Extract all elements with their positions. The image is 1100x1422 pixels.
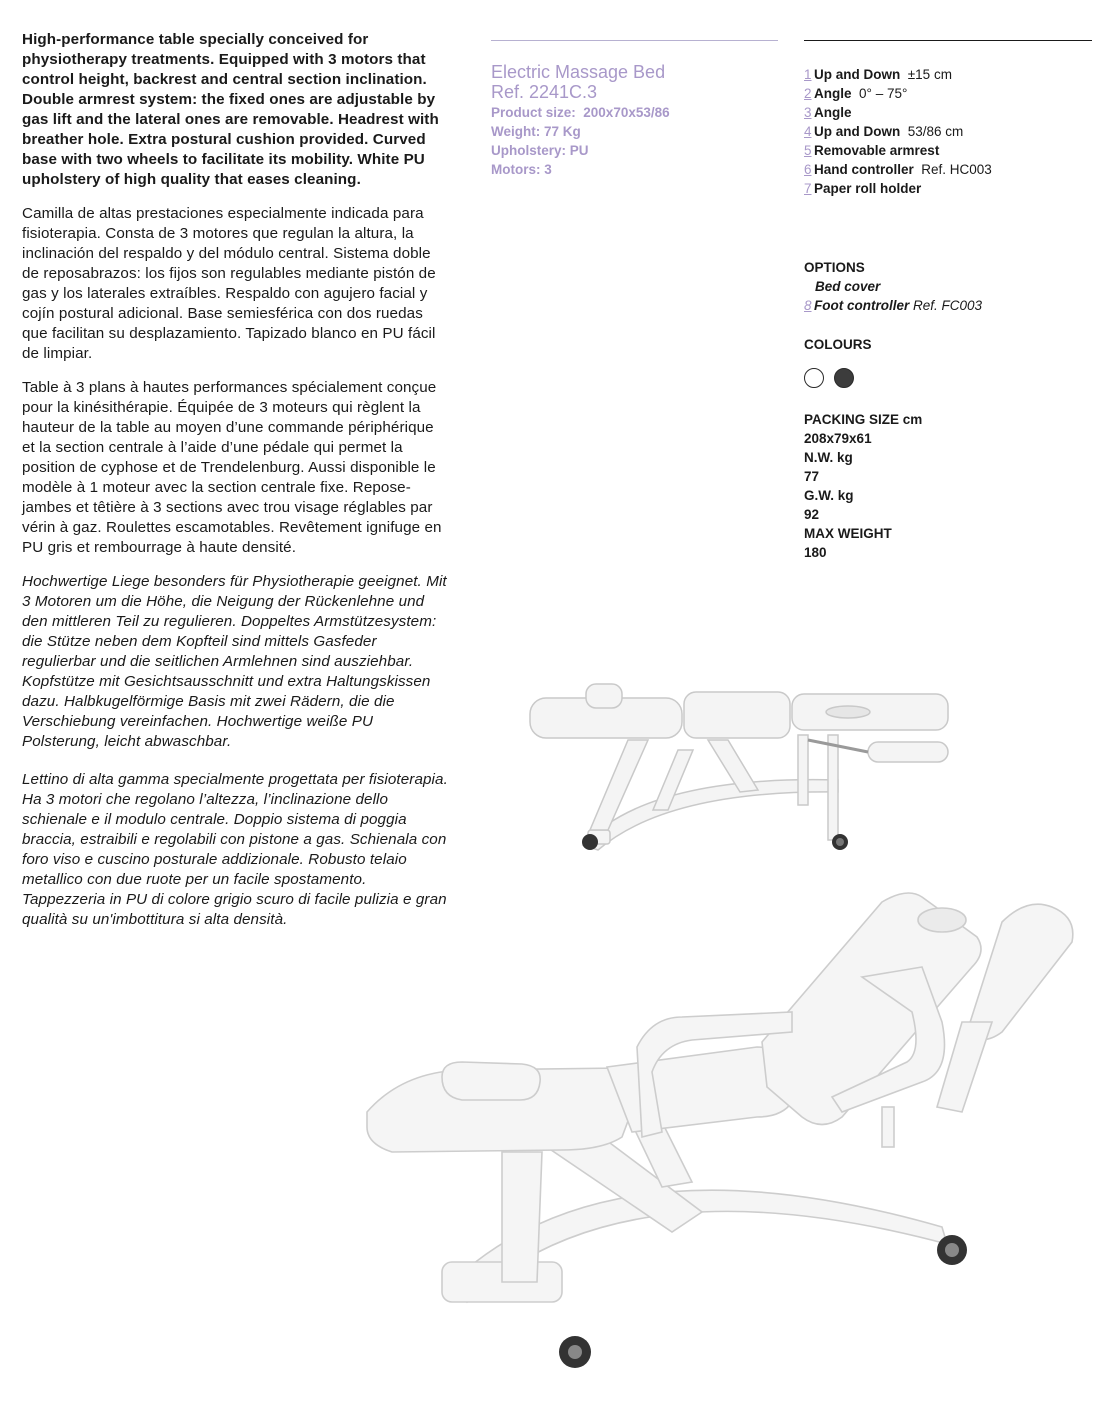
spec-row: Upholstery: PU	[491, 143, 589, 158]
feature-item: 3 Angle	[804, 105, 852, 120]
feature-list	[804, 65, 1092, 198]
colours-heading: COLOURS	[804, 337, 872, 352]
option-foot-controller: 8 Foot controller Ref. FC003	[804, 298, 983, 313]
feature-item: 6 Hand controller Ref. HC003	[804, 162, 992, 177]
net-weight-label: N.W. kg	[804, 450, 853, 465]
max-weight-value: 180	[804, 545, 827, 560]
description-it: Lettino di alta gamma specialmente progettata per fisioterapia. Ha 3 motori che regolano l’altezza, l’inclinazione dello schienale e il modulo centrale. Doppio sistema di poggia braccia, estraibili e regolabili con pistone a gas. Schienala con foro viso e cuscino posturale addizionale. Robusto telaio metallico con due ruote per un facile spostamento. Tappezzeria in PU di colore grigio scuro di facile pulizia e gran qualità su un'imbottitura si alta densità.	[22, 771, 448, 928]
colour-swatch-white	[804, 368, 824, 388]
massage-bed-flat-image	[528, 680, 958, 855]
colour-swatch-dark	[834, 368, 854, 388]
divider	[804, 40, 1092, 41]
features-column	[804, 40, 1092, 562]
gross-weight-value: 92	[804, 507, 820, 522]
description-fr: Table à 3 plans à hautes performances spécialement conçue pour la kinésithérapie. Équipée de 3 moteurs qui règlent la hauteur de la table au moyen d’une commande périphérique et la section centrale à l’aide d’une pédale qui permet la position de cyphose et de Trendelenburg. Aussi disponible le modèle à 1 moteur avec la section centrale fixe. Repose-jambes et têtière à 3 sections avec trou visage réglables par vérin à gaz. Roulettes escamotables. Revêtement ignifuge en PU gris et rembourrage à haute densité.	[22, 379, 442, 556]
packing-size-value: 208x79x61	[804, 431, 872, 446]
divider	[491, 40, 778, 41]
colour-swatches	[804, 368, 1092, 388]
spec-row: Weight: 77 Kg	[491, 124, 581, 139]
colours-section	[804, 335, 1092, 388]
net-weight-value: 77	[804, 469, 820, 484]
product-title: Electric Massage Bed	[491, 62, 666, 82]
max-weight-label: MAX WEIGHT	[804, 526, 892, 541]
descriptions-column	[22, 30, 448, 944]
description-en: High-performance table specially conceived for physiotherapy treatments. Equipped with 3 motors that control height, backrest and central section inclination. Double armrest system: the fixed ones are adjustable by gas lift and the lateral ones are removable. Headrest with breather hole. Extra postural cushion provided. Curved base with two wheels to facilitate its mobility. White PU upholstery of high quality that eases cleaning.	[22, 31, 439, 188]
gross-weight-label: G.W. kg	[804, 488, 854, 503]
spec-row: Motors: 3	[491, 162, 552, 177]
feature-item: 1 Up and Down ±15 cm	[804, 67, 952, 82]
spec-row: Product size: 200x70x53/86	[491, 105, 670, 120]
feature-item: 2 Angle 0° – 75°	[804, 86, 908, 101]
description-de: Hochwertige Liege besonders für Physiotherapie geeignet. Mit 3 Motoren um die Höhe, die Neigung der Rückenlehne und den mittleren Teil zu regulieren. Doppeltes Armstützesystem: die Stütze neben dem Kopfteil sind mittels Gasfeder regulierbar und die seitlichen Armlehnen sind ausziehbar. Kopfstütze mit Gesichtsausschnitt und extra Haltungskissen dazu. Halbkugelförmige Basis mit zwei Rädern, die die Verschiebung vereinfachen. Hochwertige weiße PU Polsterung, leicht abwaschbar.	[22, 573, 447, 750]
options-section	[804, 258, 1092, 315]
feature-item: 5 Removable armrest	[804, 143, 940, 158]
options-heading: OPTIONS	[804, 260, 865, 275]
massage-bed-tilted-image	[362, 882, 1084, 1372]
packing-size-label: PACKING SIZE cm	[804, 412, 923, 427]
description-es: Camilla de altas prestaciones especialmente indicada para fisioterapia. Consta de 3 motores que regulan la altura, la inclinación del respaldo y del módulo central. Sistema doble de reposabrazos: los fijos son regulables mediante pistón de gas y los laterales extraíbles. Respaldo con agujero facial y cojín postural adicional. Base semiesférica con dos ruedas que facilitan su desplazamiento. Tapizado blanco en PU fácil de limpiar.	[22, 205, 436, 362]
option-bed-cover: Bed cover	[815, 279, 881, 294]
feature-item: 7 Paper roll holder	[804, 181, 922, 196]
packing-section	[804, 410, 1092, 562]
feature-item: 4 Up and Down 53/86 cm	[804, 124, 964, 139]
product-ref: Ref. 2241C.3	[491, 82, 598, 102]
product-info	[491, 40, 778, 179]
